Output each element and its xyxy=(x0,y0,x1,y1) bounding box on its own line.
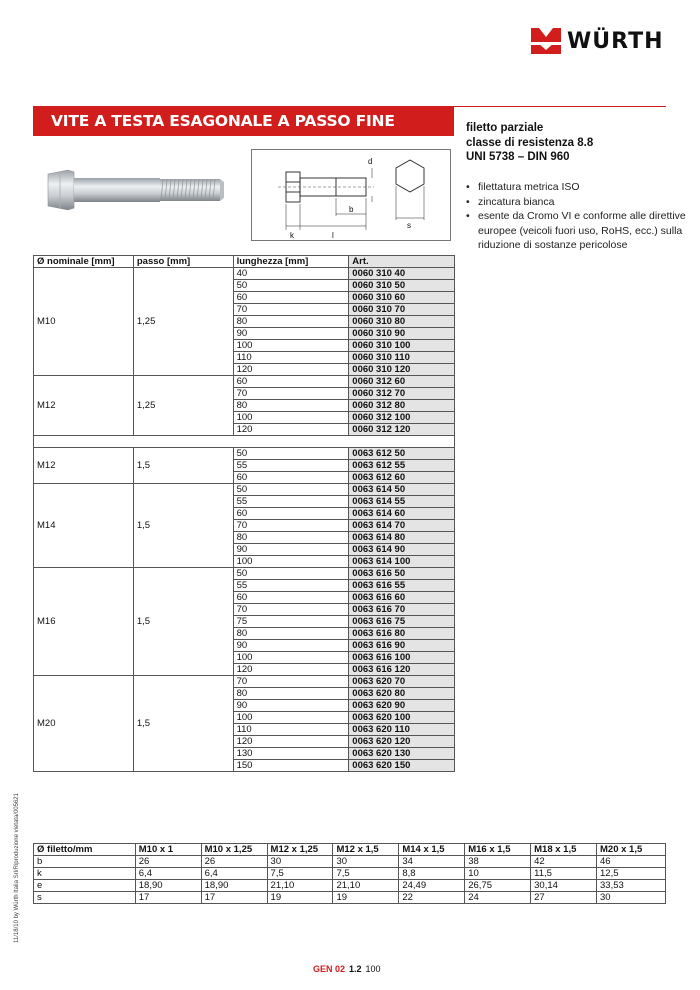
cell-length: 100 xyxy=(233,556,349,568)
title-divider xyxy=(454,106,666,107)
dimensions-table xyxy=(33,843,666,904)
dimensions-row xyxy=(34,880,666,892)
cell-art-number: 0063 616 60 xyxy=(349,592,455,604)
cell-art-number: 0063 612 55 xyxy=(349,460,455,472)
cell-length: 70 xyxy=(233,388,349,400)
spec-standard: UNI 5738 – DIN 960 xyxy=(466,151,570,163)
dimensions-row xyxy=(34,892,666,904)
cell-art-number: 0063 612 50 xyxy=(349,448,455,460)
cell-art-number: 0063 614 70 xyxy=(349,520,455,532)
cell-art-number: 0063 620 90 xyxy=(349,700,455,712)
dimensions-header-row xyxy=(34,844,666,856)
cell-art-number: 0060 310 70 xyxy=(349,304,455,316)
cell-pitch: 1,25 xyxy=(133,376,233,436)
cell-length: 55 xyxy=(233,496,349,508)
dim-col-header-thread: Ø filetto/mm xyxy=(34,844,136,856)
cell-art-number: 0060 310 50 xyxy=(349,280,455,292)
dimensions-row xyxy=(34,856,666,868)
dim-cell-value: 7,5 xyxy=(267,868,333,880)
dim-col-header-size: M10 x 1 xyxy=(135,844,201,856)
col-header-pitch: passo [mm] xyxy=(133,256,233,268)
dim-cell-value: 17 xyxy=(201,892,267,904)
cell-length: 90 xyxy=(233,700,349,712)
product-table xyxy=(33,255,455,772)
cell-art-number: 0063 616 120 xyxy=(349,664,455,676)
dim-cell-value: 27 xyxy=(531,892,597,904)
dim-cell-value: 38 xyxy=(465,856,531,868)
cell-art-number: 0063 620 100 xyxy=(349,712,455,724)
dim-col-header-size: M16 x 1,5 xyxy=(465,844,531,856)
table-row xyxy=(34,376,455,388)
cell-pitch: 1,5 xyxy=(133,676,233,772)
footer-page-number: 100 xyxy=(365,964,381,974)
cell-diameter: M14 xyxy=(34,484,134,568)
dim-cell-value: 22 xyxy=(399,892,465,904)
cell-length: 40 xyxy=(233,268,349,280)
cell-length: 90 xyxy=(233,544,349,556)
cell-length: 60 xyxy=(233,472,349,484)
page-title: VITE A TESTA ESAGONALE A PASSO FINE xyxy=(33,106,454,136)
cell-art-number: 0063 614 50 xyxy=(349,484,455,496)
cell-art-number: 0060 312 80 xyxy=(349,400,455,412)
diagram-label-b: b xyxy=(349,205,354,214)
dim-cell-value: 33,53 xyxy=(597,880,666,892)
diagram-label-k: k xyxy=(290,231,294,240)
table-row xyxy=(34,484,455,496)
diagram-label-d: d xyxy=(368,157,373,166)
cell-art-number: 0063 616 70 xyxy=(349,604,455,616)
diagram-label-l: l xyxy=(332,231,334,240)
cell-art-number: 0060 310 110 xyxy=(349,352,455,364)
cell-length: 70 xyxy=(233,676,349,688)
cell-art-number: 0063 620 70 xyxy=(349,676,455,688)
dim-cell-value: 6,4 xyxy=(135,868,201,880)
cell-art-number: 0060 312 120 xyxy=(349,424,455,436)
dim-cell-value: 26 xyxy=(135,856,201,868)
cell-length: 70 xyxy=(233,520,349,532)
cell-art-number: 0063 616 80 xyxy=(349,628,455,640)
spec-block xyxy=(466,121,593,165)
cell-art-number: 0060 310 100 xyxy=(349,340,455,352)
dim-cell-value: 26 xyxy=(201,856,267,868)
dim-cell-value: 42 xyxy=(531,856,597,868)
cell-length: 150 xyxy=(233,760,349,772)
cell-pitch: 1,5 xyxy=(133,484,233,568)
dim-cell-value: 34 xyxy=(399,856,465,868)
cell-length: 120 xyxy=(233,424,349,436)
cell-art-number: 0060 312 100 xyxy=(349,412,455,424)
table-row xyxy=(34,448,455,460)
cell-length: 60 xyxy=(233,592,349,604)
cell-art-number: 0060 312 60 xyxy=(349,376,455,388)
cell-art-number: 0063 612 60 xyxy=(349,472,455,484)
col-header-length: lunghezza [mm] xyxy=(233,256,349,268)
cell-length: 70 xyxy=(233,304,349,316)
dim-cell-value: 17 xyxy=(135,892,201,904)
cell-art-number: 0063 616 55 xyxy=(349,580,455,592)
cell-length: 50 xyxy=(233,484,349,496)
cell-length: 80 xyxy=(233,628,349,640)
cell-art-number: 0063 620 150 xyxy=(349,760,455,772)
cell-length: 100 xyxy=(233,652,349,664)
dim-cell-value: 11,5 xyxy=(531,868,597,880)
cell-art-number: 0063 620 130 xyxy=(349,748,455,760)
dim-cell-value: 10 xyxy=(465,868,531,880)
col-header-diameter: Ø nominale [mm] xyxy=(34,256,134,268)
cell-length: 80 xyxy=(233,532,349,544)
table-header-row xyxy=(34,256,455,268)
cell-art-number: 0060 310 60 xyxy=(349,292,455,304)
cell-length: 55 xyxy=(233,460,349,472)
cell-art-number: 0063 614 80 xyxy=(349,532,455,544)
dim-row-label: s xyxy=(34,892,136,904)
cell-length: 90 xyxy=(233,328,349,340)
dim-cell-value: 46 xyxy=(597,856,666,868)
dim-cell-value: 21,10 xyxy=(267,880,333,892)
dim-cell-value: 24 xyxy=(465,892,531,904)
dim-cell-value: 6,4 xyxy=(201,868,267,880)
cell-length: 120 xyxy=(233,736,349,748)
cell-art-number: 0063 616 75 xyxy=(349,616,455,628)
cell-art-number: 0063 620 110 xyxy=(349,724,455,736)
cell-diameter: M12 xyxy=(34,376,134,436)
dim-cell-value: 24,49 xyxy=(399,880,465,892)
table-row xyxy=(34,568,455,580)
cell-length: 90 xyxy=(233,640,349,652)
dim-cell-value: 19 xyxy=(267,892,333,904)
cell-length: 130 xyxy=(233,748,349,760)
cell-length: 50 xyxy=(233,280,349,292)
cell-art-number: 0063 614 90 xyxy=(349,544,455,556)
dim-cell-value: 30 xyxy=(333,856,399,868)
cell-art-number: 0060 310 120 xyxy=(349,364,455,376)
dim-row-label: b xyxy=(34,856,136,868)
feature-list xyxy=(466,180,688,253)
dim-cell-value: 18,90 xyxy=(135,880,201,892)
cell-pitch: 1,25 xyxy=(133,268,233,376)
cell-length: 50 xyxy=(233,568,349,580)
dim-col-header-size: M12 x 1,25 xyxy=(267,844,333,856)
footer-section: 1.2 xyxy=(349,964,362,974)
dim-col-header-size: M10 x 1,25 xyxy=(201,844,267,856)
cell-art-number: 0060 310 80 xyxy=(349,316,455,328)
wurth-logo xyxy=(531,28,664,54)
cell-length: 80 xyxy=(233,400,349,412)
footer-catalog: GEN 02 xyxy=(313,964,346,974)
cell-art-number: 0063 616 100 xyxy=(349,652,455,664)
dim-cell-value: 30 xyxy=(267,856,333,868)
brand-name: WÜRTH xyxy=(567,28,664,54)
cell-length: 50 xyxy=(233,448,349,460)
cell-art-number: 0060 312 70 xyxy=(349,388,455,400)
cell-art-number: 0060 310 90 xyxy=(349,328,455,340)
copyright-note: 11/18/10 by Würth Italia Srl/Riproduzione vietata/005621 xyxy=(14,793,20,943)
dim-col-header-size: M18 x 1,5 xyxy=(531,844,597,856)
cell-art-number: 0063 614 55 xyxy=(349,496,455,508)
dim-col-header-size: M12 x 1,5 xyxy=(333,844,399,856)
cell-length: 75 xyxy=(233,616,349,628)
cell-diameter: M12 xyxy=(34,448,134,484)
dim-cell-value: 18,90 xyxy=(201,880,267,892)
cell-length: 120 xyxy=(233,664,349,676)
dimensions-row xyxy=(34,868,666,880)
cell-diameter: M16 xyxy=(34,568,134,676)
dim-cell-value: 8,8 xyxy=(399,868,465,880)
dim-row-label: e xyxy=(34,880,136,892)
cell-length: 100 xyxy=(233,412,349,424)
table-spacer-cell xyxy=(34,436,455,448)
cell-length: 80 xyxy=(233,688,349,700)
bolt-diagram xyxy=(251,149,451,241)
cell-pitch: 1,5 xyxy=(133,448,233,484)
cell-art-number: 0063 620 120 xyxy=(349,736,455,748)
feature-item: • esente da Cromo VI e conforme alle direttive europee (veicoli fuori uso, RoHS, ecc.) sulla riduzione di sostanze pericolose xyxy=(466,209,688,253)
cell-art-number: 0063 616 90 xyxy=(349,640,455,652)
cell-length: 60 xyxy=(233,508,349,520)
cell-art-number: 0060 310 40 xyxy=(349,268,455,280)
page-footer xyxy=(313,964,381,974)
cell-art-number: 0063 614 60 xyxy=(349,508,455,520)
table-row xyxy=(34,268,455,280)
dimensions-table-body xyxy=(34,856,666,904)
feature-item: • zincatura bianca xyxy=(466,195,688,210)
dim-col-header-size: M20 x 1,5 xyxy=(597,844,666,856)
cell-art-number: 0063 620 80 xyxy=(349,688,455,700)
product-table-body xyxy=(34,268,455,772)
cell-pitch: 1,5 xyxy=(133,568,233,676)
dim-cell-value: 21,10 xyxy=(333,880,399,892)
dim-cell-value: 26,75 xyxy=(465,880,531,892)
cell-length: 60 xyxy=(233,376,349,388)
dim-cell-value: 19 xyxy=(333,892,399,904)
cell-length: 60 xyxy=(233,292,349,304)
dim-row-label: k xyxy=(34,868,136,880)
cell-length: 80 xyxy=(233,316,349,328)
dim-cell-value: 30,14 xyxy=(531,880,597,892)
cell-length: 70 xyxy=(233,604,349,616)
cell-length: 100 xyxy=(233,340,349,352)
cell-length: 120 xyxy=(233,364,349,376)
cell-art-number: 0063 614 100 xyxy=(349,556,455,568)
wurth-logo-icon xyxy=(531,28,561,54)
spec-class: classe di resistenza 8.8 xyxy=(466,136,594,149)
cell-diameter: M20 xyxy=(34,676,134,772)
dim-cell-value: 30 xyxy=(597,892,666,904)
table-spacer-row xyxy=(34,436,455,448)
feature-item: • filettatura metrica ISO xyxy=(466,180,688,195)
cell-diameter: M10 xyxy=(34,268,134,376)
dim-cell-value: 12,5 xyxy=(597,868,666,880)
cell-length: 100 xyxy=(233,712,349,724)
cell-length: 110 xyxy=(233,352,349,364)
cell-art-number: 0063 616 50 xyxy=(349,568,455,580)
dim-cell-value: 7,5 xyxy=(333,868,399,880)
table-row xyxy=(34,676,455,688)
cell-length: 110 xyxy=(233,724,349,736)
dim-col-header-size: M14 x 1,5 xyxy=(399,844,465,856)
col-header-art: Art. xyxy=(349,256,455,268)
cell-length: 55 xyxy=(233,580,349,592)
spec-thread: filetto parziale xyxy=(466,122,544,134)
diagram-label-s: s xyxy=(407,221,411,230)
bolt-photo xyxy=(44,168,226,217)
